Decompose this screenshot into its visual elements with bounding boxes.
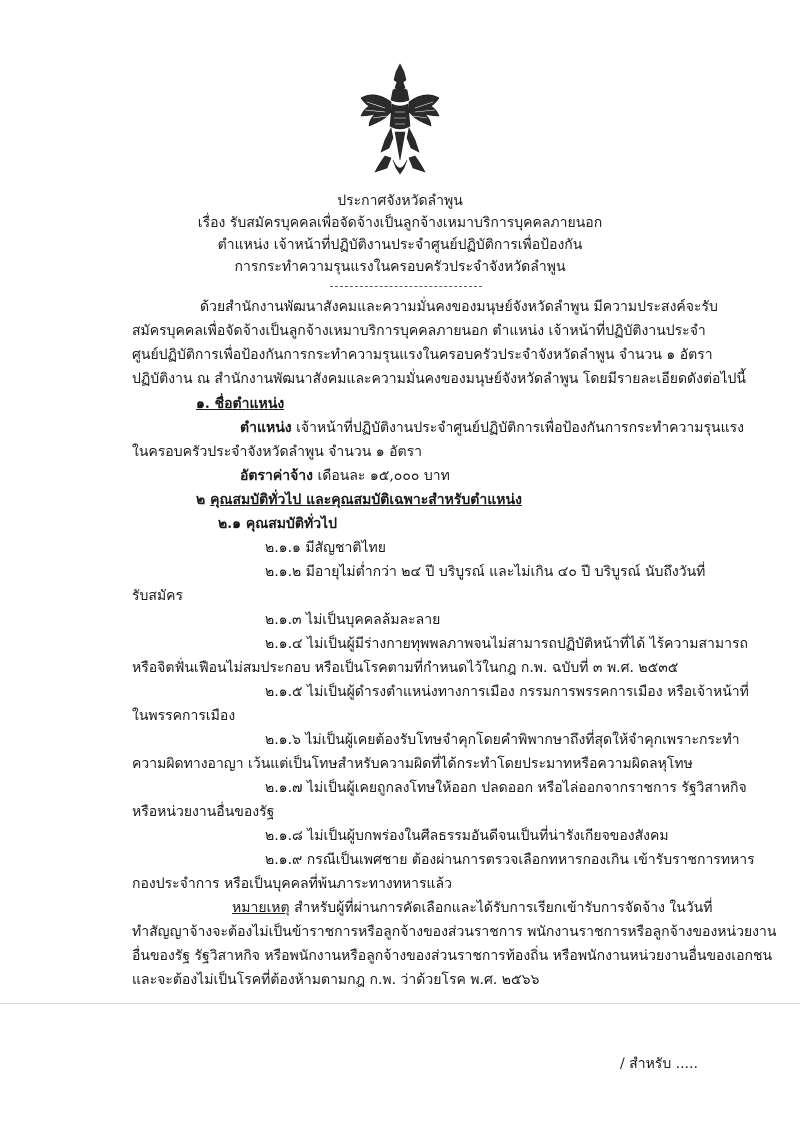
qualification-item-cont: หรือจิตฟั่นเฟือนไม่สมประกอบ หรือเป็นโรคตามที่กำหนดไว้ในกฎ ก.พ. ฉบับที่ ๓ พ.ศ. ๒๕๓๕ (132, 660, 679, 676)
qualification-item: ๒.๑.๓ ไม่เป็นบุคคลล้มละลาย (265, 612, 441, 628)
qualification-item-cont: ในพรรคการเมือง (132, 708, 236, 724)
intro-line-1: ด้วยสำนักงานพัฒนาสังคมและความมั่นคงของมนุษย์จังหวัดลำพูน มีความประสงค์จะรับ (200, 299, 718, 315)
qualification-item: ๒.๑.๒ มีอายุไม่ต่ำกว่า ๒๔ ปี บริบูรณ์ และไม่เกิน ๔๐ ปี บริบูรณ์ นับถึงวันที่ (265, 564, 706, 580)
qualification-item: ๒.๑.๖ ไม่เป็นผู้เคยต้องรับโทษจำคุกโดยคำพิพากษาถึงที่สุดให้จำคุกเพราะกระทำ (265, 732, 740, 748)
qualification-item: ๒.๑.๗ ไม่เป็นผู้เคยถูกลงโทษให้ออก ปลดออก หรือไล่ออกจากราชการ รัฐวิสาหกิจ (265, 780, 747, 796)
scan-divider (0, 1003, 800, 1004)
note-line-1 (232, 899, 712, 917)
note-label: หมายเหตุ (232, 900, 290, 916)
section-2-heading (196, 491, 522, 509)
wage-text: เดือนละ ๑๕,๐๐๐ บาท (317, 468, 450, 484)
note-line-3: อื่นของรัฐ รัฐวิสาหกิจ หรือพนักงานหรือลูกจ้างของส่วนราชการท้องถิ่น หรือพนักงานหน่วยงานอื่นของเอกชน (132, 948, 773, 964)
position-text: เจ้าหน้าที่ปฏิบัติงานประจำศูนย์ปฏิบัติการเพื่อป้องกันการกระทำความรุนแรง (296, 420, 744, 436)
intro-line-3: ศูนย์ปฏิบัติการเพื่อป้องกันการกระทำความรุนแรงในครอบครัวประจำจังหวัดลำพูน จำนวน ๑ อัตรา (132, 347, 713, 363)
qualification-item-cont: รับสมัคร (132, 588, 184, 604)
section-1-position-2: ในครอบครัวประจำจังหวัดลำพูน จำนวน ๑ อัตรา (132, 444, 422, 460)
qualification-item: ๒.๑.๙ กรณีเป็นเพศชาย ต้องผ่านการตรวจเลือกทหารกองเกิน เข้ารับราชการทหาร (265, 852, 755, 868)
continued-marker: / สำหรับ ..... (620, 1056, 698, 1072)
qualification-item: ๒.๑.๕ ไม่เป็นผู้ดำรงตำแหน่งทางการเมือง กรรมการพรรคการเมือง หรือเจ้าหน้าที่ (265, 684, 749, 700)
announcement-title: ประกาศจังหวัดลำพูน (337, 193, 463, 209)
position-label: ตำแหน่ง (240, 420, 292, 436)
section-2-title: คุณสมบัติทั่วไป และคุณสมบัติเฉพาะสำหรับตำแหน่ง (210, 492, 522, 508)
section-1-wage (240, 467, 450, 485)
section-1-heading: ๑. ชื่อตำแหน่ง (196, 396, 285, 412)
announcement-subject: เรื่อง รับสมัครบุคคลเพื่อจัดจ้างเป็นลูกจ้างเหมาบริการบุคคลภายนอก (197, 215, 603, 231)
note-line-4: และจะต้องไม่เป็นโรคที่ต้องห้ามตามกฎ ก.พ. ว่าด้วยโรค พ.ศ. ๒๕๖๖ (132, 972, 540, 988)
garuda-emblem-icon (355, 60, 445, 178)
note-line-2: ทำสัญญาจ้างจะต้องไม่เป็นข้าราชการหรือลูกจ้างของส่วนราชการ พนักงานราชการหรือลูกจ้างของหน่วยงาน (132, 924, 777, 940)
announcement-position-line: ตำแหน่ง เจ้าหน้าที่ปฏิบัติงานประจำศูนย์ปฏิบัติการเพื่อป้องกัน (217, 237, 583, 253)
section-2-number: ๒ (196, 492, 206, 508)
header-divider (330, 286, 482, 287)
qualification-item: ๒.๑.๑ มีสัญชาติไทย (265, 540, 386, 556)
qualification-item-cont: ความผิดทางอาญา เว้นแต่เป็นโทษสำหรับความผิดที่ได้กระทำโดยประมาทหรือความผิดลหุโทษ (132, 756, 693, 772)
intro-line-2: สมัครบุคคลเพื่อจัดจ้างเป็นลูกจ้างเหมาบริการบุคคลภายนอก ตำแหน่ง เจ้าหน้าที่ปฏิบัติงานประจำ (132, 323, 706, 339)
qualification-item: ๒.๑.๔ ไม่เป็นผู้มีร่างกายทุพพลภาพจนไม่สามารถปฏิบัติหน้าที่ได้ ไร้ความสามารถ (265, 636, 748, 652)
section-2-1-heading: ๒.๑ คุณสมบัติทั่วไป (218, 516, 337, 532)
note-text-1: สำหรับผู้ที่ผ่านการคัดเลือกและได้รับการเรียกเข้ารับการจัดจ้าง ในวันที่ (294, 900, 713, 916)
qualification-item: ๒.๑.๘ ไม่เป็นผู้บกพร่องในศีลธรรมอันดีจนเป็นที่น่ารังเกียจของสังคม (265, 828, 669, 844)
qualification-item-cont: หรือหน่วยงานอื่นของรัฐ (132, 804, 275, 820)
qualification-item-cont: กองประจำการ หรือเป็นบุคคลที่พ้นภาระทางทหารแล้ว (132, 876, 452, 892)
wage-label: อัตราค่าจ้าง (240, 468, 314, 484)
intro-line-4: ปฏิบัติงาน ณ สำนักงานพัฒนาสังคมและความมั่นคงของมนุษย์จังหวัดลำพูน โดยมีรายละเอียดดังต่อไปนี้ (132, 371, 746, 387)
section-1-position (240, 419, 744, 437)
announcement-position-line-2: การกระทำความรุนแรงในครอบครัวประจำจังหวัดลำพูน (234, 259, 566, 275)
